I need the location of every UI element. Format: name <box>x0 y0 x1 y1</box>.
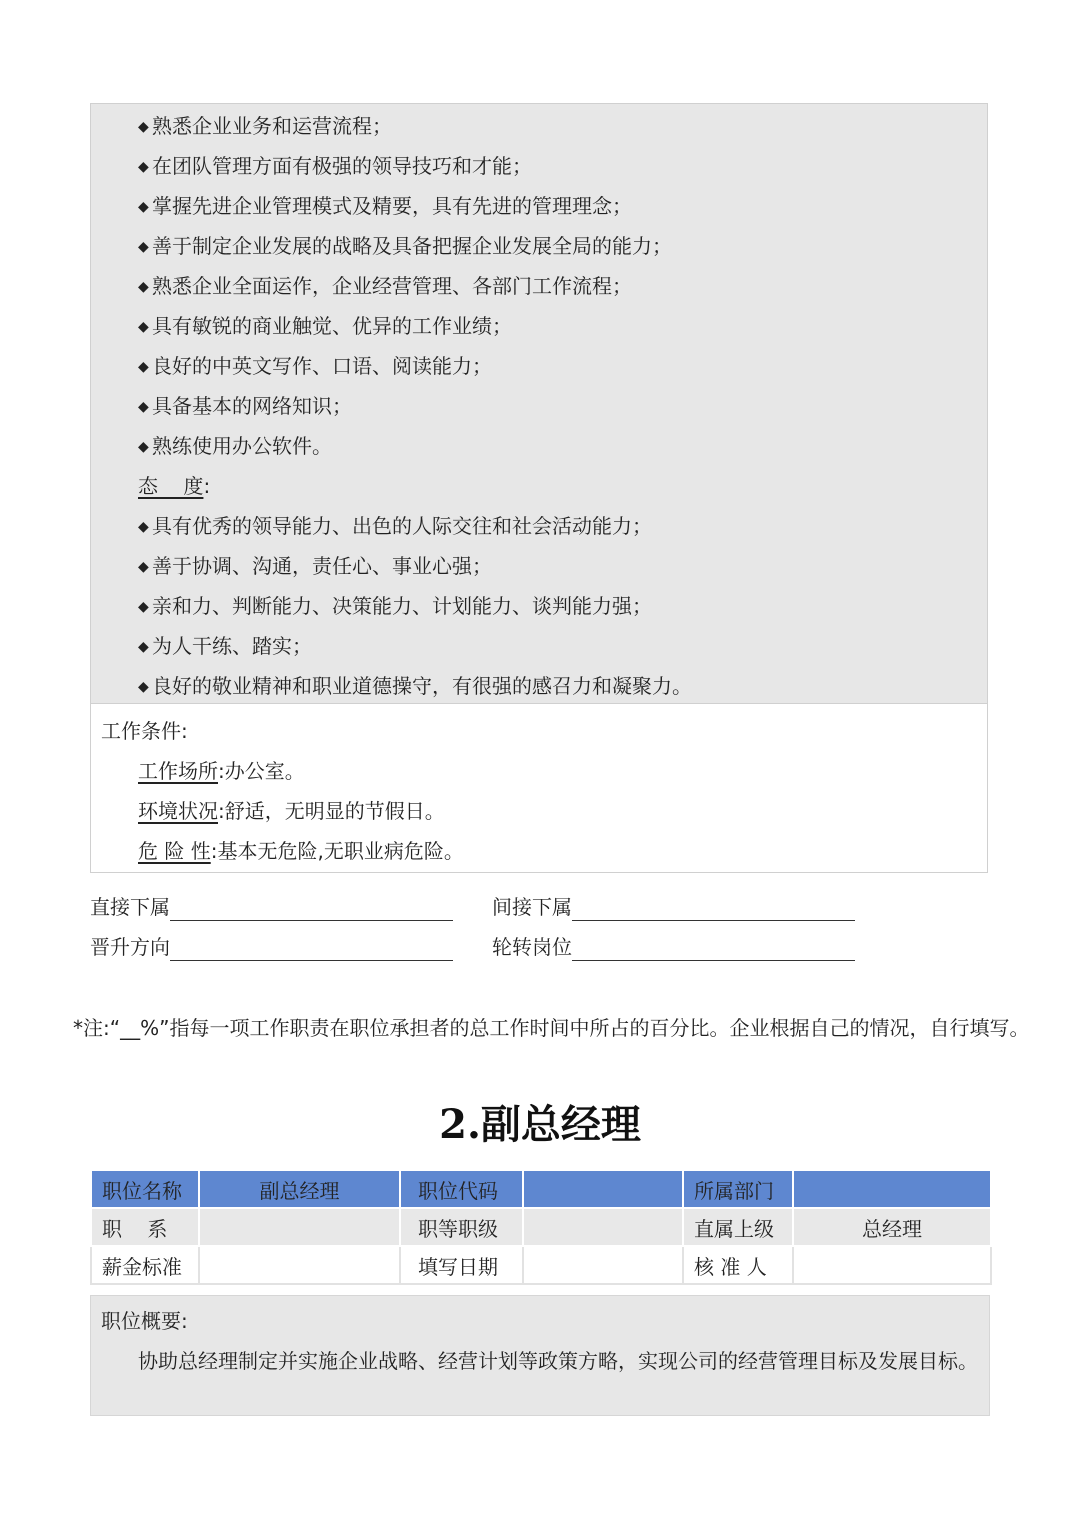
condition-place: 工作场所:办公室。 <box>138 759 305 783</box>
diamond-bullet-icon: ◆ <box>138 239 149 255</box>
cell-value[interactable] <box>793 1170 991 1208</box>
table-row <box>91 1208 991 1246</box>
skill-item: ◆ 熟悉企业全面运作，企业经营管理、各部门工作流程； <box>138 272 632 303</box>
skill-item: ◆ 善于制定企业发展的战略及具备把握企业发展全局的能力； <box>138 232 672 263</box>
diamond-bullet-icon: ◆ <box>138 279 149 295</box>
cell-label: 职 系 <box>91 1208 199 1246</box>
cell-value[interactable] <box>199 1208 400 1246</box>
cell-label: 职等职级 <box>400 1208 523 1246</box>
diamond-bullet-icon: ◆ <box>138 159 149 175</box>
blank-line[interactable] <box>572 896 855 921</box>
diamond-bullet-icon: ◆ <box>138 439 149 455</box>
skill-item: ◆ 具备基本的网络知识； <box>138 392 352 423</box>
skill-item: ◆ 具有敏锐的商业触觉、优异的工作业绩； <box>138 312 512 343</box>
indirect-subordinates-field <box>492 893 855 921</box>
section-heading: 2.副总经理 <box>439 1101 641 1148</box>
cell-value[interactable] <box>199 1246 400 1284</box>
diamond-bullet-icon: ◆ <box>138 119 149 135</box>
diamond-bullet-icon: ◆ <box>138 519 149 535</box>
diamond-bullet-icon: ◆ <box>138 639 149 655</box>
cell-value[interactable]: 副总经理 <box>199 1170 400 1208</box>
skill-item: ◆ 良好的中英文写作、口语、阅读能力； <box>138 352 492 383</box>
cell-label: 填写日期 <box>400 1246 523 1284</box>
attitude-item: ◆ 为人干练、踏实； <box>138 632 312 663</box>
cell-label: 薪金标准 <box>91 1246 199 1284</box>
summary-title: 职位概要: <box>101 1309 188 1333</box>
cell-value[interactable] <box>793 1246 991 1284</box>
cell-label: 职位代码 <box>400 1170 523 1208</box>
job-info-table <box>90 1169 992 1285</box>
promotion-direction-field <box>90 933 453 961</box>
attitude-heading: 态 度: <box>138 474 211 498</box>
attitude-item: ◆ 良好的敬业精神和职业道德操守，有很强的感召力和凝聚力。 <box>138 672 692 703</box>
cell-label: 所属部门 <box>683 1170 793 1208</box>
cell-value[interactable] <box>523 1170 683 1208</box>
cell-value[interactable] <box>523 1246 683 1284</box>
attitude-item: ◆ 具有优秀的领导能力、出色的人际交往和社会活动能力； <box>138 512 652 543</box>
summary-text: 协助总经理制定并实施企业战略、经营计划等政策方略，实现公司的经营管理目标及发展目标。 <box>138 1349 978 1373</box>
cell-value[interactable] <box>523 1208 683 1246</box>
blank-line[interactable] <box>170 896 453 921</box>
table-row <box>91 1246 991 1284</box>
table-row <box>91 1170 991 1208</box>
diamond-bullet-icon: ◆ <box>138 679 149 695</box>
cell-label: 职位名称 <box>91 1170 199 1208</box>
diamond-bullet-icon: ◆ <box>138 199 149 215</box>
cell-label: 直属上级 <box>683 1208 793 1246</box>
conditions-title: 工作条件: <box>101 719 188 743</box>
condition-environment: 环境状况:舒适，无明显的节假日。 <box>138 799 445 823</box>
skill-item: ◆ 熟练使用办公软件。 <box>138 432 332 463</box>
cell-label: 核 准 人 <box>683 1246 793 1284</box>
footnote: *注:“__%”指每一项工作职责在职位承担者的总工作时间中所占的百分比。企业根据自己的情况，自行填写。 <box>73 1016 1030 1040</box>
field-label: 晋升方向 <box>90 935 170 959</box>
rotation-position-field <box>492 933 855 961</box>
diamond-bullet-icon: ◆ <box>138 319 149 335</box>
field-label: 轮转岗位 <box>492 935 572 959</box>
field-label: 间接下属 <box>492 895 572 919</box>
attitude-item: ◆ 亲和力、判断能力、决策能力、计划能力、谈判能力强； <box>138 592 652 623</box>
skill-item: ◆ 掌握先进企业管理模式及精要，具有先进的管理理念； <box>138 192 632 223</box>
blank-line[interactable] <box>572 936 855 961</box>
field-label: 直接下属 <box>90 895 170 919</box>
cell-value[interactable]: 总经理 <box>793 1208 991 1246</box>
direct-subordinates-field <box>90 893 453 921</box>
diamond-bullet-icon: ◆ <box>138 399 149 415</box>
diamond-bullet-icon: ◆ <box>138 359 149 375</box>
blank-line[interactable] <box>170 936 453 961</box>
diamond-bullet-icon: ◆ <box>138 599 149 615</box>
skill-item: ◆ 熟悉企业业务和运营流程； <box>138 112 392 143</box>
attitude-item: ◆ 善于协调、沟通，责任心、事业心强； <box>138 552 492 583</box>
condition-risk: 危 险 性:基本无危险,无职业病危险。 <box>138 839 464 863</box>
diamond-bullet-icon: ◆ <box>138 559 149 575</box>
skill-item: ◆ 在团队管理方面有极强的领导技巧和才能； <box>138 152 532 183</box>
